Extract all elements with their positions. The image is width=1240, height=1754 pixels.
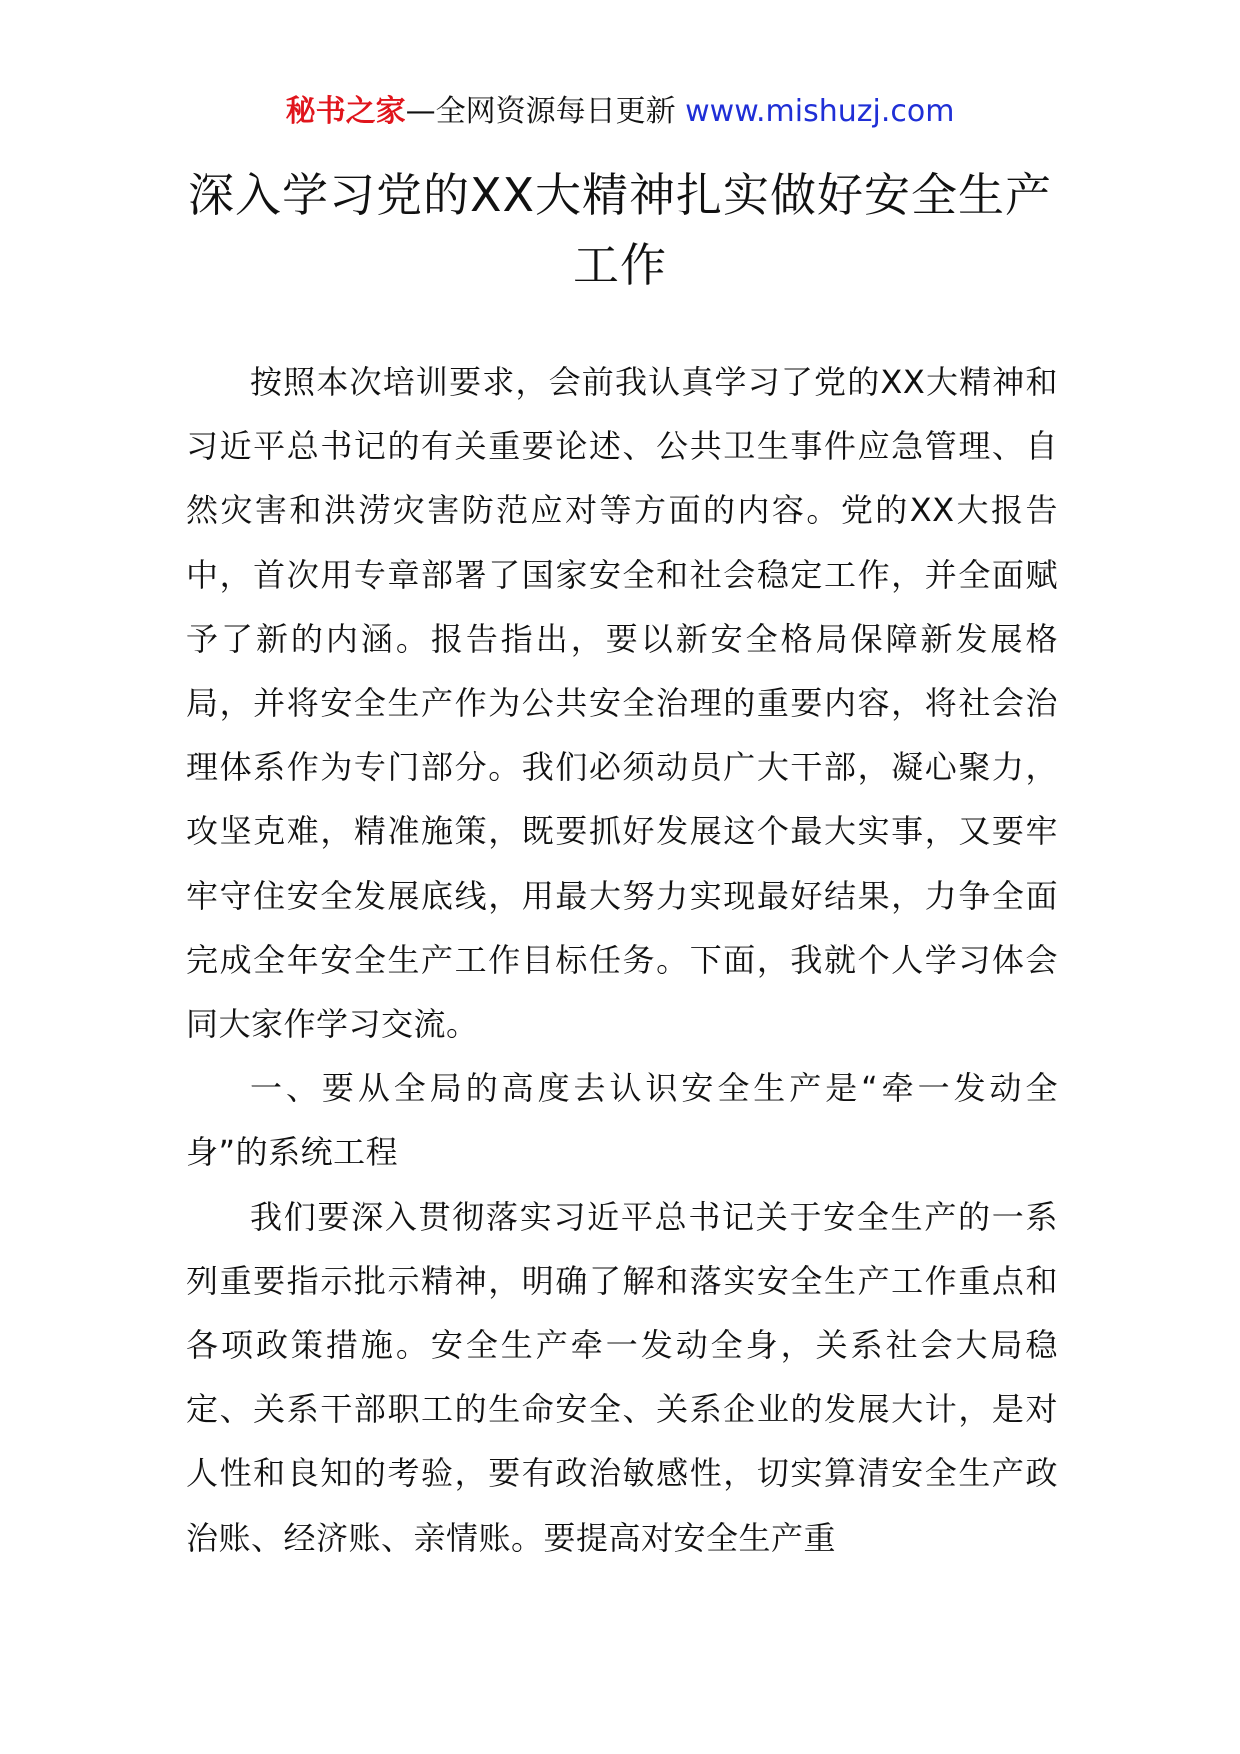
site-url[interactable]: www.mishuzj.com bbox=[685, 94, 955, 129]
site-slogan: —全网资源每日更新 bbox=[405, 94, 676, 129]
section-1-paragraph: 我们要深入贯彻落实习近平总书记关于安全生产的一系列重要指示批示精神，明确了解和落实安全生产工作重点和各项政策措施。安全生产牵一发动全身，关系社会大局稳定、关系干部职工的生命安全、关系企业的发展大计，是对人性和良知的考验，要有政治敏感性，切实算清安全生产政治账、经济账、亲情账。要提高对安全生产重 bbox=[186, 1197, 1058, 1557]
document-body bbox=[186, 350, 1058, 1570]
site-header bbox=[0, 92, 1240, 132]
intro-paragraph: 按照本次培训要求，会前我认真学习了党的XX大精神和习近平总书记的有关重要论述、公共卫生事件应急管理、自然灾害和洪涝灾害防范应对等方面的内容。党的XX大报告中，首次用专章部署了国家安全和社会稳定工作，并全面赋予了新的内涵。报告指出，要以新安全格局保障新发展格局，并将安全生产作为公共安全治理的重要内容，将社会治理体系作为专门部分。我们必须动员广大干部，凝心聚力，攻坚克难，精准施策，既要抓好发展这个最大实事，又要牢牢守住安全发展底线，用最大努力实现最好结果，力争全面完成全年安全生产工作目标任务。下面，我就个人学习体会同大家作学习交流。 bbox=[186, 363, 1058, 1044]
document-title: 深入学习党的XX大精神扎实做好安全生产工作 bbox=[187, 168, 1053, 292]
site-brand: 秘书之家 bbox=[285, 94, 406, 129]
section-heading-1: 一、要从全局的高度去认识安全生产是“牵一发动全身”的系统工程 bbox=[186, 1069, 1058, 1172]
